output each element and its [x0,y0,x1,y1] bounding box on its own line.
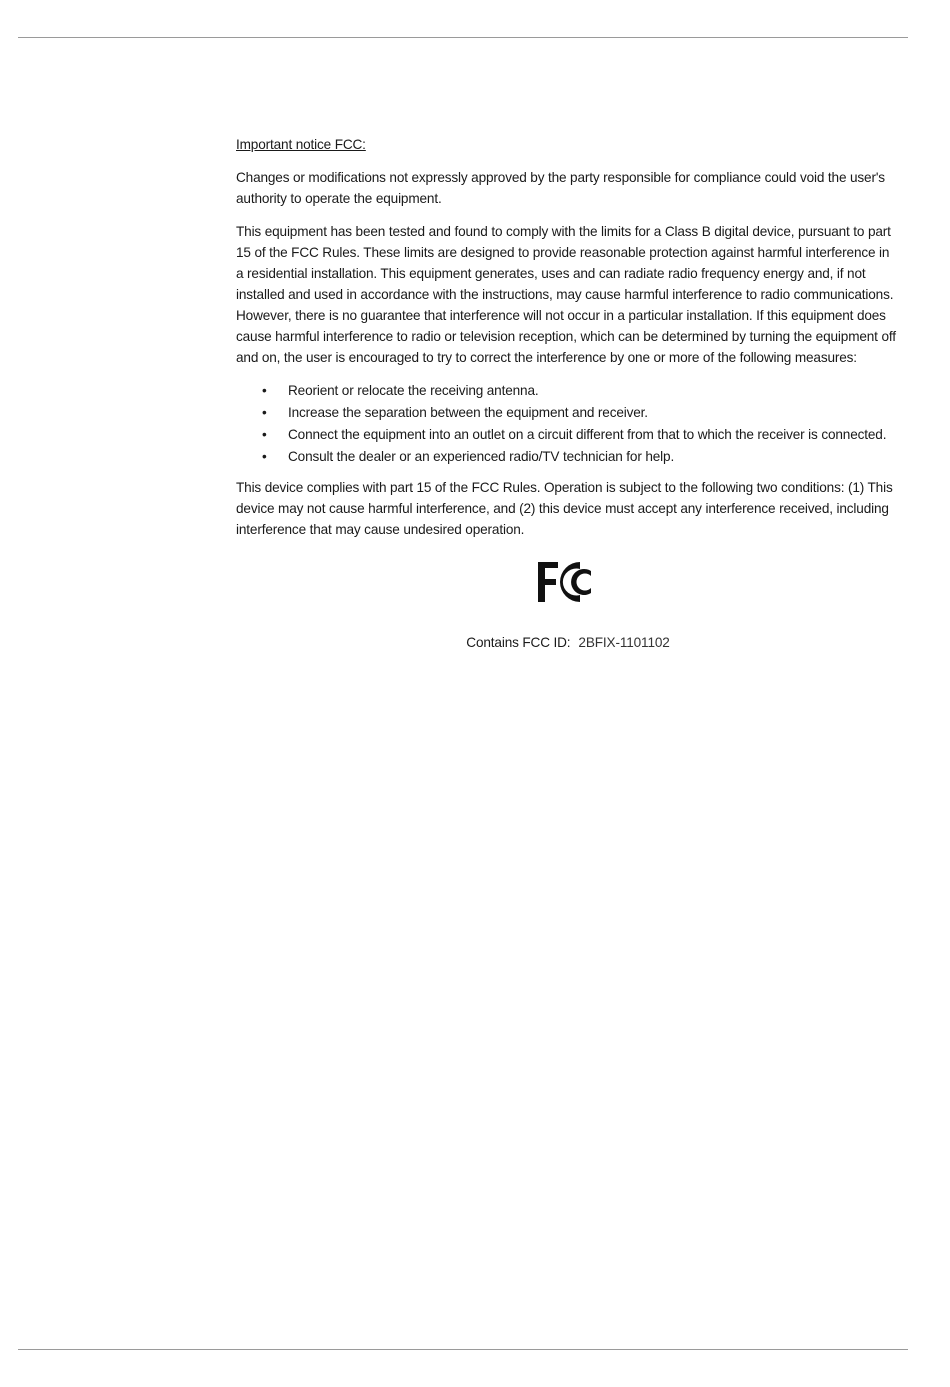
fcc-id [236,632,900,653]
measure-text: Reorient or relocate the receiving antenna. [288,383,539,398]
measures-list [236,380,900,467]
fcc-logo [236,558,900,618]
measure-text: Connect the equipment into an outlet on a circuit different from that to which the receiver is connected. [288,427,887,442]
fcc-notice [236,134,900,653]
fcc-id-label: Contains FCC ID: [466,635,571,650]
notice-heading: Important notice FCC: [236,137,366,152]
closing-paragraph: This device complies with part 15 of the FCC Rules. Operation is subject to the following two conditions: (1) This device may not cause harmful interference, and (2) this device must accept any interference received, including interference that may cause undesired operation. [236,480,893,537]
list-item [236,424,900,445]
bullet-icon: • [262,383,267,398]
footer-divider [18,1349,908,1350]
list-item [236,380,900,401]
notice-paragraph: This equipment has been tested and found to comply with the limits for a Class B digital device, pursuant to part 15 of the FCC Rules. These limits are designed to provide reasonable protection against harmful interference in a residential installation. This equipment generates, uses and can radiate radio frequency energy and, if not installed and used in accordance with the instructions, may cause harmful interference to radio communications. However, there is no guarantee that interference will not occur in a particular installation. If this equipment does cause harmful interference to radio or television reception, which can be determined by turning the equipment off and on, the user is encouraged to try to correct the interference by one or more of the following measures: [236,224,896,365]
list-item [236,402,900,423]
measure-text: Increase the separation between the equipment and receiver. [288,405,648,420]
list-item [236,446,900,467]
fcc-logo-icon [536,558,600,606]
bullet-icon: • [262,427,267,442]
bullet-icon: • [262,405,267,420]
fcc-id-value: 2BFIX-1101102 [578,635,670,650]
measure-text: Consult the dealer or an experienced radio/TV technician for help. [288,449,675,464]
header-divider [18,37,908,38]
bullet-icon: • [262,449,267,464]
notice-paragraph: Changes or modifications not expressly approved by the party responsible for compliance could void the user's authority to operate the equipment. [236,170,885,206]
